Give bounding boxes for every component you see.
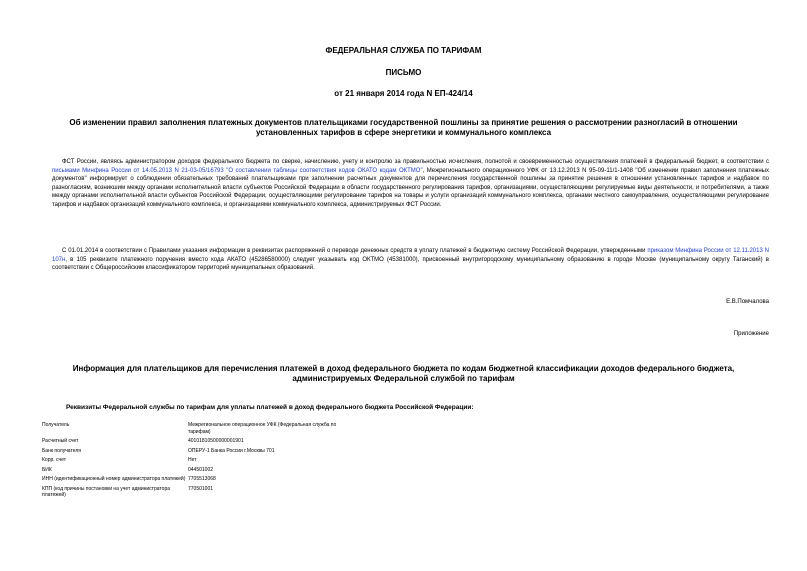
requisite-key: БИК <box>42 466 52 473</box>
requisite-value: 7705513068 <box>188 476 216 482</box>
appendix-label: Приложение <box>733 331 769 337</box>
table-row <box>42 457 348 467</box>
requisite-key: Получатель <box>42 422 70 428</box>
requisite-value: ОПЕРУ-1 Банка России г.Москвы 701 <box>188 447 275 454</box>
paragraph-1-text-a: ФСТ России, являясь администратором доходов федерального бюджета по сверке, начислению, учету и контролю за правильностью исчисления, полнотой и своевременностью осуществления платежей в федеральный бюджет, в соответствии с <box>62 159 769 165</box>
paragraph-2-text-b: , в 105 реквизите платежного поручения вместо кода АКАТО (45286580000) следует указывать код ОКТМО (45381000), присвоенный внутригородскому муниципальному образованию в городе Москве (муниципальному округу Таганский) в соответствии с Общероссийским классификатором территорий муниципальных образований. <box>52 256 769 271</box>
requisite-key: ИНН (идентификационный номер администратора платежей) <box>42 476 186 482</box>
table-row <box>42 422 348 438</box>
document-date-number: от 21 января 2014 года N ЕП-424/14 <box>334 89 473 98</box>
table-row <box>42 476 348 486</box>
requisite-key: Расчетный счет <box>42 438 79 444</box>
requisites-table <box>42 422 348 502</box>
paragraph-1-text-b: , Межрегионального операционного УФК от 13.12.2013 N 95-09-11/1-1408 "Об изменении правил заполнения платежных документов" информирует о соблюдении обязательных требований плательщиками при заполнении расчетных документов для перечисления государственной пошлины за принятие решения в отношении установленных тарифов и надбавок по разногласиям, возникшим между органами исполнительной власти субъектов Российской Федерации в области государственного регулирования тарифов, организациями, осуществляющими регулируемые виды деятельности, и потребителями, а также между органами исполнительной власти субъектов Российской Федерации, осуществляющими регулирование тарифов на товары и услуги организаций коммунального комплекса, органами местного самоуправления, осуществляющими регулирование тарифов и надбавок организаций коммунального комплекса, и организациями коммунального комплекса, администрируемых ФСТ России. <box>52 167 769 208</box>
requisite-value: Нет <box>188 457 197 463</box>
requisite-value: 40101810500000001901 <box>188 438 244 444</box>
agency-name: ФЕДЕРАЛЬНАЯ СЛУЖБА ПО ТАРИФАМ <box>325 46 482 55</box>
requisite-key: Банк получателя <box>42 447 81 454</box>
appendix-title: Информация для плательщиков для перечисления платежей в доход федерального бюджета по кодам бюджетной классификации доходов федерального бюджета, администрируемых Федеральной службой по тарифам <box>72 364 735 383</box>
requisite-key: КПП (код причины постановки на учет администратора платежей) <box>42 485 171 498</box>
document-title: Об изменении правил заполнения платежных документов плательщиками государственной пошлины за принятие решения о рассмотрении разногласий в отношении установленных тарифов в сфере энергетики и коммунального комплекса <box>69 118 738 137</box>
document-type: ПИСЬМО <box>385 68 422 77</box>
paragraph-2-text-a: С 01.01.2014 в соответствии с Правилами указания информации в реквизитах распоряжений о переводе денежных средств в уплату платежей в бюджетную систему Российской Федерации, утвержденными <box>62 248 648 254</box>
requisite-value: 044501002 <box>188 466 214 473</box>
minfin-order-link[interactable]: приказом Минфина России от 12.11.2013 N 107н <box>52 248 770 263</box>
table-row <box>42 438 348 448</box>
signer-name: Е.В.Помчалова <box>726 299 769 305</box>
requisite-value: 770501001 <box>188 485 214 492</box>
paragraph-1 <box>52 158 769 209</box>
requisite-value: Межрегиональное операционное УФК (Федеральная служба по тарифам) <box>188 422 337 435</box>
table-row <box>42 486 348 502</box>
requisites-heading: Реквизиты Федеральной службы по тарифам для уплаты платежей в доход федерального бюджета Российской Федерации: <box>66 404 474 411</box>
table-row <box>42 467 348 477</box>
paragraph-2 <box>52 247 769 273</box>
table-row <box>42 448 348 458</box>
requisite-key: Корр. счет <box>42 457 66 463</box>
minfin-letter-link[interactable]: письмами Минфина России от 14.05.2013 N 21-03-05/16793 "О составлении таблицы соответствия кодов ОКАТО кодам ОКТМО" <box>52 167 423 174</box>
